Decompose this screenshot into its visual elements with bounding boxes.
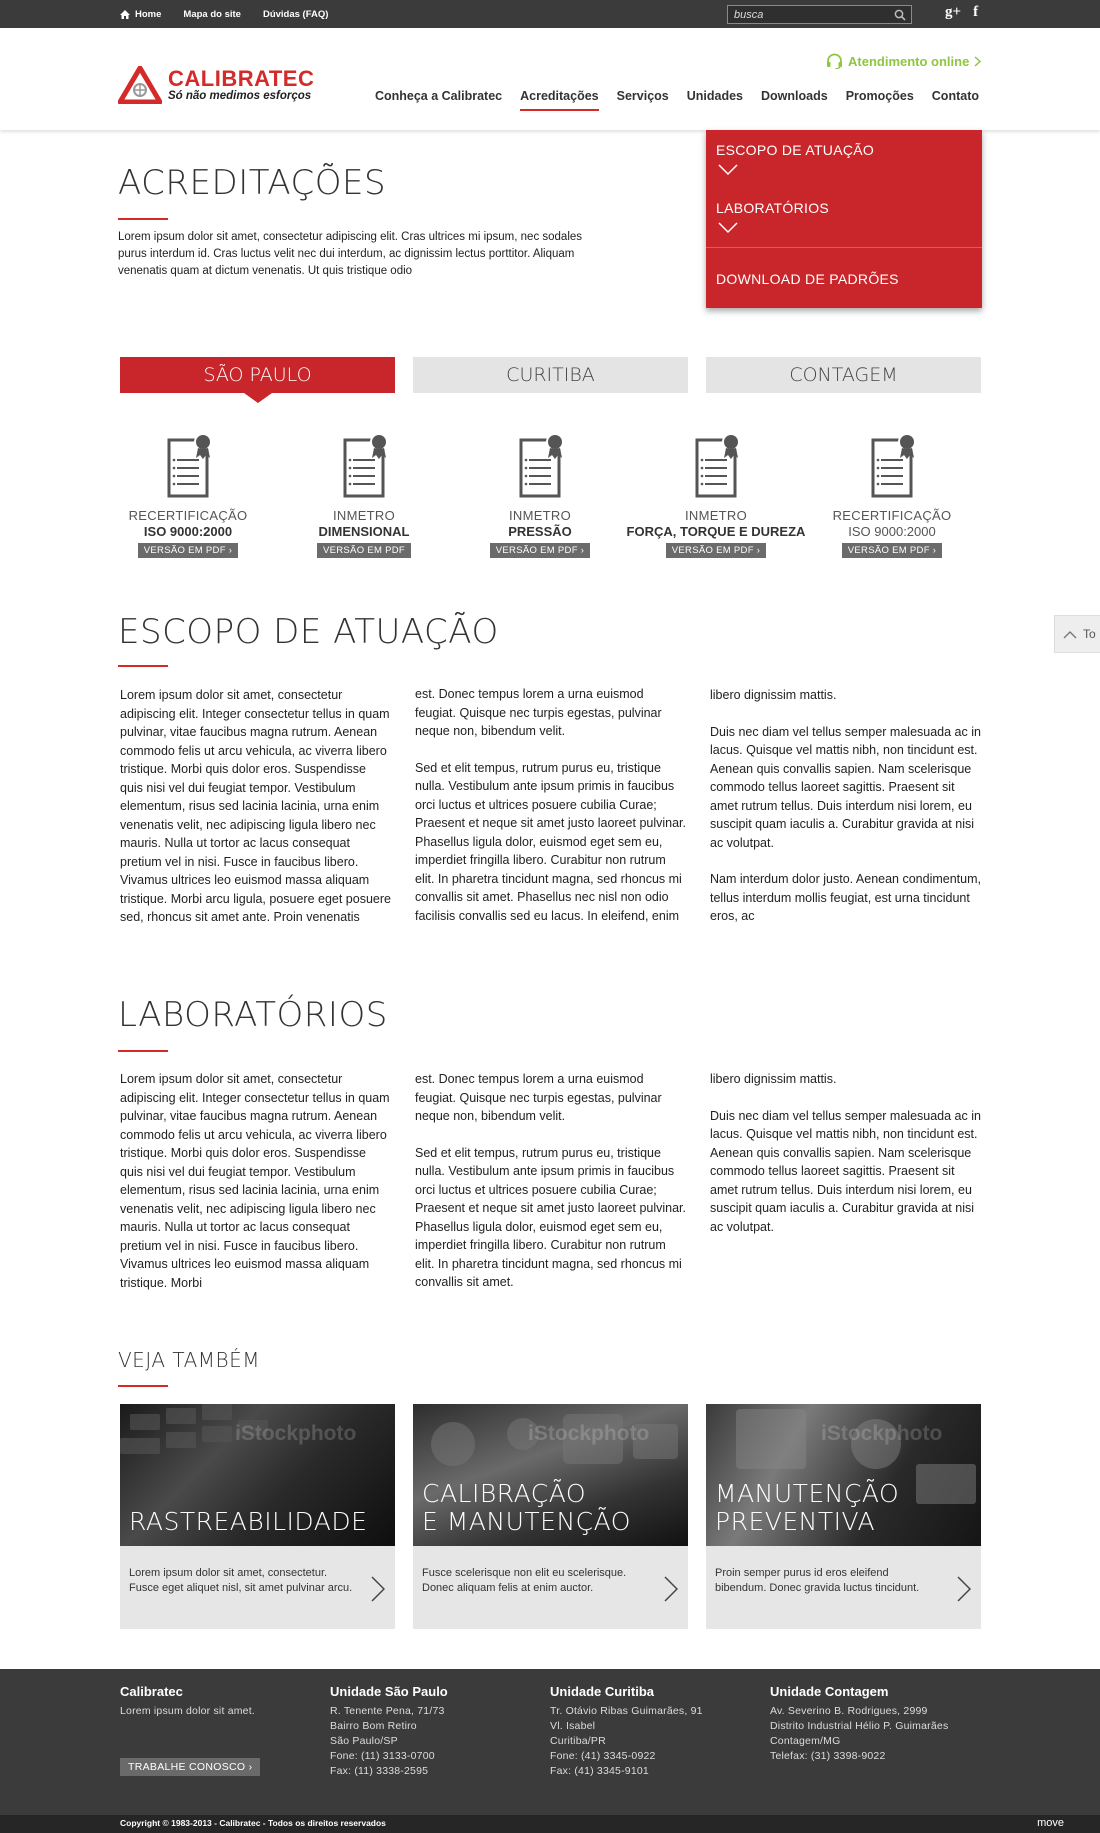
cert-label: INMETRO — [332, 508, 396, 523]
nav-unidades[interactable]: Unidades — [686, 89, 744, 103]
certificate-icon — [163, 430, 213, 500]
menu-laboratorios[interactable]: LABORATÓRIOS — [716, 200, 830, 216]
card-calibracao[interactable] — [413, 1404, 688, 1629]
top-bar — [0, 0, 1100, 28]
chevron-down-icon — [718, 164, 738, 176]
certificate-icon — [339, 430, 389, 500]
card-image — [706, 1404, 981, 1546]
tab-contagem[interactable]: CONTAGEM — [706, 357, 981, 393]
chevron-down-icon — [718, 222, 738, 234]
chevron-right-icon[interactable] — [957, 1576, 971, 1602]
divider — [706, 247, 982, 248]
cert-item — [832, 430, 952, 558]
certificate-icon — [867, 430, 917, 500]
watermark: iStockphoto — [235, 1422, 357, 1445]
paragraph: Lorem ipsum dolor sit amet, consectetur adipiscing elit. Integer consectetur tellus in quam pulvinar, vitae faucibus magna rutrum. Aenean commodo felis ut arcu vehicula, ac viverra libero tristique. Morbi quis dolor eros. Suspendisse quis nisi vel dui feugiat tempor. Vestibulum elementum, risus sed lacinia lacinia, urna enim venenatis velit, nec adipiscing ligula libero nec mauris. Nulla ut tortor ac lacus consequat pretium vel in nisi. Fusce in faucibus libero. Vivamus ultrices leo euismod massa aliquam tristique. Morbi — [120, 1072, 390, 1290]
title-underline — [118, 1385, 168, 1387]
home-link[interactable] — [120, 9, 161, 20]
chevron-right-icon[interactable] — [664, 1576, 678, 1602]
laboratorios-title: LABORATÓRIOS — [118, 995, 388, 1035]
footer-line: R. Tenente Pena, 71/73 — [330, 1705, 445, 1717]
footer-sao-paulo — [330, 1684, 448, 1779]
agency-logo[interactable]: move — [1037, 1817, 1064, 1829]
pdf-button[interactable]: VERSÃO EM PDF › — [490, 543, 590, 558]
footer-calibratec — [120, 1684, 255, 1719]
cert-label: INMETRO — [508, 508, 572, 523]
pdf-button[interactable]: VERSÃO EM PDF › — [666, 543, 766, 558]
search-icon — [894, 9, 906, 21]
card-rastreabilidade[interactable] — [120, 1404, 395, 1629]
cert-item — [626, 430, 806, 558]
footer-line: Curitiba/PR — [550, 1735, 606, 1747]
intro-text: Lorem ipsum dolor sit amet, consectetur adipiscing elit. Cras ultrices mi ipsum, nec sodales purus interdum id. Cras luctus velit nec dui interdum, ac dignissim lectus porttitor. Aliquam venenatis quam at dictum venenatis. Ut quis tristique odio — [118, 231, 583, 277]
card-text: Proin semper purus id eros eleifend bibendum. Donec gravida luctus tincidunt. — [715, 1567, 920, 1594]
back-to-top-button[interactable] — [1054, 615, 1100, 653]
footer-line: Distrito Industrial Hélio P. Guimarães — [770, 1720, 949, 1732]
paragraph: libero dignissim mattis. — [710, 688, 837, 702]
paragraph: Lorem ipsum dolor sit amet, consectetur adipiscing elit. Integer consectetur tellus in quam pulvinar, vitae faucibus magna rutrum. Aenean commodo felis ut arcu vehicula, ac viverra libero tristique. Morbi quis dolor eros. Suspendisse quis nisi vel dui feugiat tempor. Vestibulum elementum, risus sed lacinia lacinia, urna enim venenatis velit, nec adipiscing ligula libero nec mauris. Nulla ut tortor ac lacus consequat pretium vel in nisi. Fusce in faucibus libero. Vivamus ultrices leo euismod massa aliquam tristique. Morbi arcu ligula, posuere eget posuere sed, rhoncus sit amet ante. Proin venenatis — [120, 688, 391, 924]
labs-col-2 — [415, 1070, 687, 1310]
section-menu — [706, 130, 982, 308]
cert-name: ISO 9000:2000 — [848, 524, 936, 539]
cert-name: DIMENSIONAL — [318, 524, 410, 539]
google-plus-icon[interactable]: g+ — [945, 4, 962, 20]
footer-line: São Paulo/SP — [330, 1735, 398, 1747]
card-title-line: CALIBRAÇÃO — [422, 1479, 587, 1508]
pdf-button[interactable]: VERSÃO EM PDF › — [842, 543, 942, 558]
menu-download-padroes[interactable]: DOWNLOAD DE PADRÕES — [716, 271, 899, 287]
labs-col-3 — [710, 1070, 982, 1310]
certificate-icon — [691, 430, 741, 500]
title-underline — [118, 218, 168, 220]
nav-contato[interactable]: Contato — [931, 89, 979, 103]
copyright-bar — [0, 1815, 1100, 1833]
home-icon — [120, 10, 130, 19]
laboratorios-columns — [120, 1070, 982, 1310]
trabalhe-conosco-button[interactable]: TRABALHE CONOSCO › — [120, 1758, 260, 1776]
brand-name: CALIBRATEC — [168, 66, 315, 91]
cert-item — [480, 430, 600, 558]
home-label: Home — [135, 8, 162, 20]
cert-name: FORÇA, TORQUE E DUREZA — [626, 524, 806, 539]
chevron-right-icon — [974, 56, 981, 67]
pdf-button[interactable]: VERSÃO EM PDF — [317, 543, 411, 558]
footer-contagem — [770, 1684, 948, 1764]
footer-line: Fax: (11) 3338-2595 — [330, 1765, 429, 1777]
title-underline — [118, 1050, 168, 1052]
escopo-columns — [120, 686, 982, 945]
footer-line: Vl. Isabel — [550, 1720, 596, 1732]
cert-item — [128, 430, 248, 558]
logo-text — [168, 68, 314, 102]
paragraph: est. Donec tempus lorem a urna euismod feugiat. Quisque nec turpis egestas, pulvinar neque non, bibendum velit. — [415, 1072, 662, 1123]
card-title-line: MANUTENÇÃO — [715, 1479, 900, 1508]
card-title-line: PREVENTIVA — [715, 1507, 876, 1536]
chevron-right-icon[interactable] — [371, 1576, 385, 1602]
nav-conheca[interactable]: Conheça a Calibratec — [374, 89, 503, 103]
cert-label: RECERTIFICAÇÃO — [128, 508, 248, 523]
atendimento-label: Atendimento online — [848, 53, 970, 69]
escopo-col-3 — [710, 686, 982, 945]
footer-line: Contagem/MG — [770, 1735, 841, 1747]
footer-line: Bairro Bom Retiro — [330, 1720, 417, 1732]
back-to-top-label: To — [1083, 627, 1096, 641]
paragraph: Duis nec diam vel tellus semper malesuada ac in lacus. Quisque vel mattis nibh, non tincidunt est. Aenean quis convallis sapien. Nam scelerisque commodo tellus laoreet sagittis. Praesent sit amet rutrum tellus. Duis interdum nisi lorem, eu suscipit quam iaculis a. Curabitur gravida at nisi ac volutpat. — [710, 1108, 981, 1234]
paragraph: Sed et elit tempus, rutrum purus eu, tristique nulla. Vestibulum ante ipsum primis in faucibus orci luctus et ultrices posuere cubilia Curae; Praesent et neque sit amet justo laoreet pulvinar. Phasellus ligula dolor, euismod eget sem eu, imperdiet fringilla libero. Curabitur non rutrum elit. In pharetra tincidunt magna, sed rhoncus mi convallis sit amet. — [415, 1145, 686, 1289]
cert-name: PRESSÃO — [508, 524, 572, 539]
faq-link[interactable]: Dúvidas (FAQ) — [262, 8, 329, 20]
sitemap-link[interactable]: Mapa do site — [183, 8, 241, 20]
footer-line: Av. Severino B. Rodrigues, 2999 — [770, 1705, 928, 1717]
chevron-up-icon — [1063, 630, 1077, 639]
card-title — [422, 1480, 631, 1536]
footer-heading: Unidade São Paulo — [330, 1684, 448, 1699]
calibratec-logo-icon — [118, 66, 162, 104]
card-title — [129, 1508, 367, 1536]
nav-promocoes[interactable]: Promoções — [845, 89, 914, 103]
watermark: iStockphoto — [528, 1422, 650, 1445]
nav-acreditacoes[interactable]: Acreditações — [520, 89, 599, 111]
footer-heading: Unidade Contagem — [770, 1684, 889, 1699]
footer-line: Fone: (41) 3345-0922 — [550, 1750, 656, 1762]
header — [0, 28, 1100, 130]
paragraph: Duis nec diam vel tellus semper malesuada ac in lacus. Quisque vel mattis nibh, non tincidunt est. Aenean quis convallis sapien. Nam scelerisque commodo tellus laoreet sagittis. Praesent sit amet rutrum tellus. Duis interdum nisi lorem, eu suscipit quam iaculis a. Curabitur gravida at nisi ac volutpat. — [710, 724, 981, 850]
title-underline — [118, 665, 168, 667]
watermark: iStockphoto — [821, 1422, 943, 1445]
top-links — [120, 0, 328, 28]
tab-sao-paulo[interactable]: SÃO PAULO — [120, 357, 395, 393]
footer-line: Fax: (41) 3345-9101 — [550, 1765, 649, 1777]
pdf-button[interactable]: VERSÃO EM PDF › — [138, 543, 238, 558]
copyright-text: Copyright © 1983-2013 - Calibratec - Todos os direitos reservados — [120, 1818, 386, 1828]
footer-line: Telefax: (31) 3398-9022 — [770, 1750, 886, 1762]
search-input[interactable] — [728, 6, 889, 23]
veja-tambem-title: VEJA TAMBÉM — [118, 1348, 260, 1372]
paragraph: libero dignissim mattis. — [710, 1072, 837, 1086]
cert-label: INMETRO — [684, 508, 748, 523]
cert-item — [304, 430, 424, 558]
paragraph: Nam interdum dolor justo. Aenean condimentum, tellus interdum mollis feugiat, est urna tincidunt eros, ac — [710, 872, 981, 923]
escopo-col-2 — [415, 685, 687, 945]
footer-line: Tr. Otávio Ribas Guimarães, 91 — [550, 1705, 703, 1717]
footer — [0, 1669, 1100, 1815]
cert-label: RECERTIFICAÇÃO — [832, 508, 952, 523]
card-title-line: E MANUTENÇÃO — [422, 1507, 631, 1536]
labs-col-1 — [120, 1070, 392, 1310]
footer-heading: Unidade Curitiba — [550, 1684, 655, 1699]
card-image — [120, 1404, 395, 1546]
cert-name: ISO 9000:2000 — [143, 524, 233, 539]
escopo-col-1 — [120, 686, 392, 945]
brand-slogan: Só não medimos esforços — [168, 90, 312, 102]
main-nav — [375, 89, 979, 111]
paragraph: est. Donec tempus lorem a urna euismod feugiat. Quisque nec turpis egestas, pulvinar neque non, bibendum velit. — [415, 687, 662, 738]
card-title-line: RASTREABILIDADE — [129, 1507, 368, 1536]
card-manutencao[interactable] — [706, 1404, 981, 1629]
card-title — [715, 1480, 899, 1536]
tab-curitiba[interactable]: CURITIBA — [413, 357, 688, 393]
certificate-icon — [515, 430, 565, 500]
nav-downloads[interactable]: Downloads — [761, 89, 828, 103]
nav-servicos[interactable]: Serviços — [616, 89, 669, 103]
facebook-icon[interactable]: f — [973, 4, 979, 20]
footer-heading: Calibratec — [120, 1684, 183, 1699]
search-button[interactable] — [889, 6, 911, 23]
paragraph: Sed et elit tempus, rutrum purus eu, tristique nulla. Vestibulum ante ipsum primis in faucibus orci luctus et ultrices posuere cubilia Curae; Praesent et neque sit amet justo laoreet pulvinar. Phasellus ligula dolor, euismod eget sem eu, imperdiet fringilla libero. Curabitur non rutrum elit. In pharetra tincidunt magna, sed rhoncus mi convallis sit amet. Phasellus nec nisl non odio facilisis convallis sed eu lacus. In eleifend, enim — [415, 760, 686, 923]
card-image — [413, 1404, 688, 1546]
footer-line: Fone: (11) 3133-0700 — [330, 1750, 435, 1762]
escopo-title: ESCOPO DE ATUAÇÃO — [118, 612, 499, 652]
atendimento-online-link[interactable] — [826, 53, 981, 69]
footer-line: Lorem ipsum dolor sit amet. — [120, 1705, 255, 1717]
footer-curitiba — [550, 1684, 703, 1779]
headset-icon — [826, 53, 843, 69]
search-box — [727, 5, 912, 24]
logo[interactable] — [118, 66, 314, 104]
card-text: Fusce scelerisque non elit eu scelerisque. Donec aliquam felis at enim auctor. — [422, 1567, 627, 1594]
page-title: ACREDITAÇÕES — [118, 163, 387, 203]
menu-escopo[interactable]: ESCOPO DE ATUAÇÃO — [716, 142, 875, 158]
card-text: Lorem ipsum dolor sit amet, consectetur. Fusce eget aliquet nisl, sit amet pulvinar arcu. — [129, 1567, 353, 1594]
social-links — [945, 4, 978, 21]
